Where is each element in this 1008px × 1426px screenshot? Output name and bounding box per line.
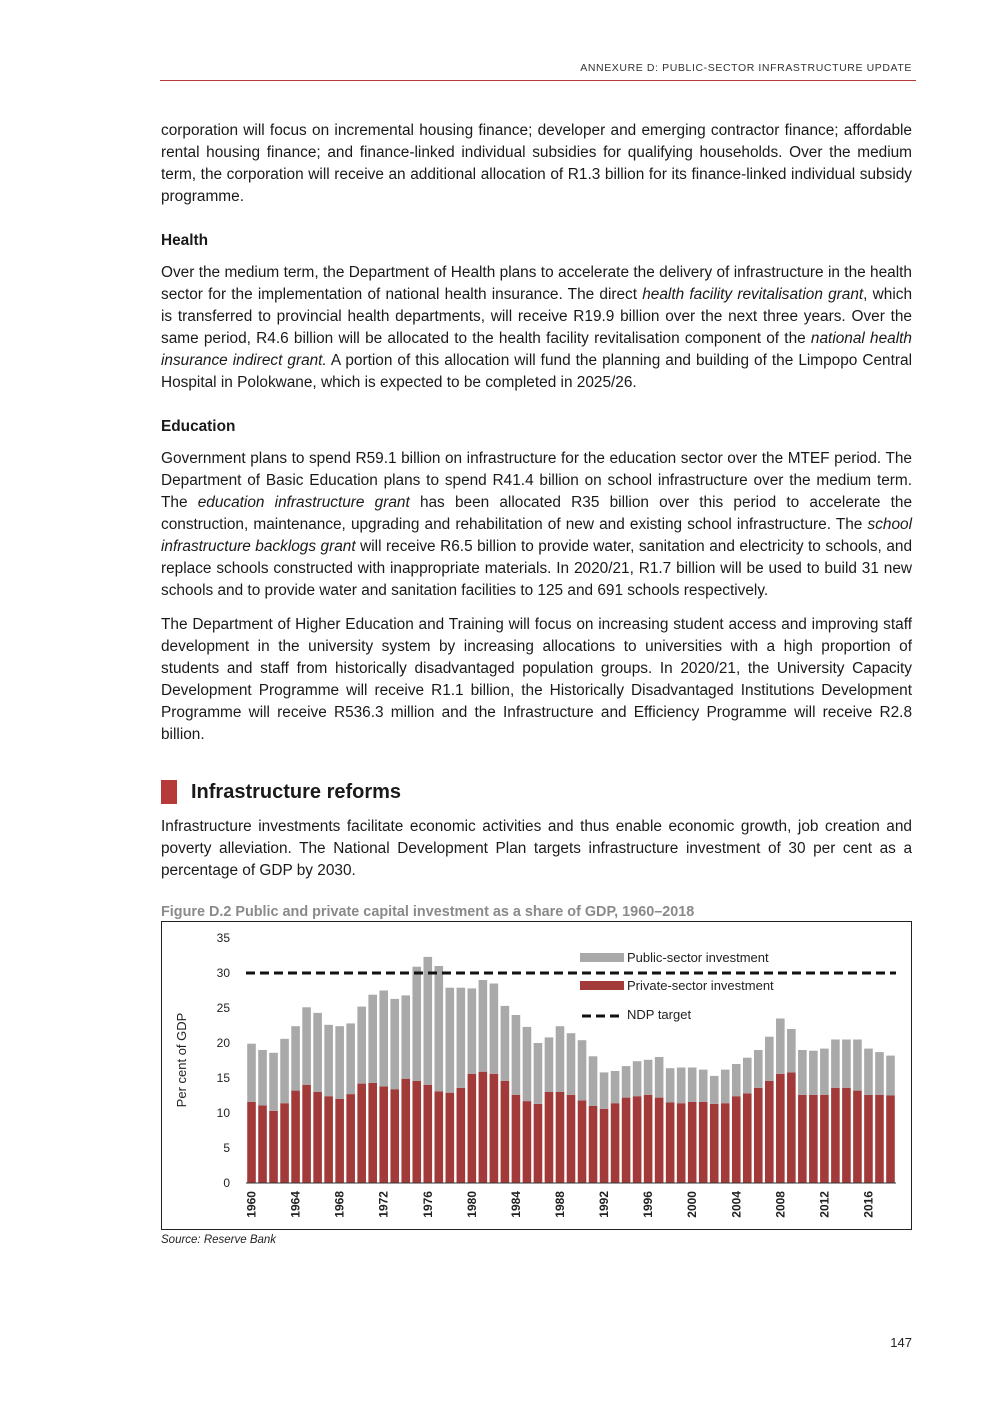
bar-private-1966 [313, 1092, 322, 1183]
bar-private-2012 [820, 1095, 829, 1183]
bar-private-1970 [357, 1084, 366, 1183]
y-tick-labels [217, 931, 231, 1190]
bar-private-2000 [688, 1102, 697, 1183]
bar-public-2002 [710, 1076, 719, 1104]
bar-public-2006 [754, 1050, 763, 1088]
bar-private-1967 [324, 1096, 333, 1183]
figure-source: Source: Reserve Bank [161, 1234, 277, 1246]
education-text-c: will receive R6.5 billion to provide water, sanitation and electricity to schools, and replace schools constructed with inappropriate materials. In 2020/21, R1.7 billion will be used to build 31 new schools and to provide water and sanitation facilities to 125 and 691 schools respectively. [161, 538, 913, 599]
y-tick-25: 25 [216, 1001, 230, 1015]
bar-private-1996 [644, 1095, 653, 1183]
bar-private-1997 [655, 1098, 664, 1183]
bar-public-2015 [853, 1040, 862, 1091]
bar-private-2010 [798, 1095, 807, 1183]
bar-public-1976 [423, 957, 432, 1085]
x-tick-1980: 1980 [464, 1191, 479, 1218]
page-number: 147 [890, 1335, 912, 1350]
y-tick-5: 5 [223, 1141, 230, 1155]
y-tick-0: 0 [223, 1176, 230, 1190]
bar-public-1987 [545, 1037, 554, 1092]
legend-private-swatch [580, 981, 624, 990]
bar-public-1999 [677, 1068, 686, 1104]
bar-private-1984 [512, 1095, 521, 1183]
bar-private-1971 [368, 1083, 377, 1183]
bar-public-2018 [886, 1056, 895, 1096]
chart-frame [161, 921, 912, 1230]
x-tick-2000: 2000 [685, 1191, 700, 1218]
bar-public-1989 [567, 1033, 576, 1095]
investment-chart [162, 922, 911, 1229]
bar-public-1997 [655, 1057, 664, 1098]
bar-public-1972 [379, 991, 388, 1087]
bar-private-1963 [280, 1103, 289, 1183]
bar-public-2009 [787, 1029, 796, 1072]
x-tick-1960: 1960 [244, 1191, 259, 1218]
bar-private-1982 [490, 1074, 499, 1183]
bar-public-2010 [798, 1050, 807, 1095]
x-tick-1996: 1996 [641, 1191, 656, 1218]
bar-public-1985 [523, 1027, 532, 1101]
figure-caption: Figure D.2 Public and private capital investment as a share of GDP, 1960–2018 [161, 904, 695, 920]
education-grant-name: education infrastructure grant [197, 494, 410, 511]
bar-public-2005 [743, 1058, 752, 1094]
bar-public-1964 [291, 1026, 300, 1090]
bar-private-1969 [346, 1094, 355, 1183]
health-grant-name: health facility revitalisation grant [642, 286, 864, 303]
bar-private-1992 [600, 1109, 609, 1183]
bar-public-1981 [479, 980, 488, 1072]
bar-public-2014 [842, 1040, 851, 1088]
bar-private-2007 [765, 1081, 774, 1183]
bar-private-2015 [853, 1091, 862, 1183]
bar-private-1990 [578, 1100, 587, 1183]
bar-public-1965 [302, 1007, 311, 1085]
x-tick-1984: 1984 [508, 1191, 523, 1218]
bar-private-1993 [611, 1103, 620, 1183]
y-tick-35: 35 [216, 931, 230, 945]
health-text-b: , which is transferred to provincial health departments, will receive R19.9 billion over the next three years. Over the same period, R4.6 billion will be allocated to the health facility revitalisation component of the [161, 286, 912, 347]
y-axis-label: Per cent of GDP [174, 1012, 189, 1108]
x-tick-2012: 2012 [817, 1191, 832, 1218]
bar-private-1994 [622, 1098, 631, 1183]
health-text-a: Over the medium term, the Department of Health plans to accelerate the delivery of infrastructure in the health sector for the implementation of national health insurance. The direct [161, 264, 912, 303]
header-rule [160, 80, 916, 81]
bar-private-1987 [545, 1092, 554, 1183]
bar-private-1998 [666, 1103, 675, 1184]
bar-public-1986 [534, 1043, 543, 1104]
bar-private-1973 [390, 1089, 399, 1183]
running-header: ANNEXURE D: PUBLIC-SECTOR INFRASTRUCTURE UPDATE [580, 62, 912, 74]
x-tick-2004: 2004 [729, 1191, 744, 1218]
bar-public-1982 [490, 984, 499, 1074]
y-tick-15: 15 [216, 1071, 230, 1085]
bar-public-1968 [335, 1026, 344, 1099]
bar-private-1965 [302, 1085, 311, 1183]
y-tick-10: 10 [216, 1106, 230, 1120]
bar-public-2017 [875, 1052, 884, 1095]
page-content [161, 120, 912, 1246]
education-heading: Education [161, 418, 236, 435]
legend-ndp-label: NDP target [627, 1007, 692, 1022]
bar-private-2014 [842, 1088, 851, 1183]
bar-private-2005 [743, 1093, 752, 1183]
bar-public-1966 [313, 1013, 322, 1092]
bar-public-2016 [864, 1049, 873, 1095]
y-tick-20: 20 [216, 1036, 230, 1050]
bar-private-1979 [457, 1088, 466, 1183]
backlogs-grant-name: school infrastructure backlogs grant [161, 516, 912, 555]
bar-public-2012 [820, 1049, 829, 1095]
bar-public-1963 [280, 1039, 289, 1103]
bar-public-1990 [578, 1040, 587, 1100]
bar-private-1988 [556, 1092, 565, 1183]
bar-private-1981 [479, 1072, 488, 1183]
bar-public-1983 [501, 1006, 510, 1081]
bar-public-1994 [622, 1066, 631, 1098]
bar-public-2008 [776, 1019, 785, 1074]
x-tick-2016: 2016 [861, 1191, 876, 1218]
bar-public-2011 [809, 1051, 818, 1095]
health-text-c: A portion of this allocation will fund the planning and building of the Limpopo Central Hospital in Polokwane, which is expected to be completed in 2025/26. [161, 352, 912, 391]
bar-public-2000 [688, 1068, 697, 1102]
bar-private-1977 [435, 1091, 444, 1183]
bar-public-1996 [644, 1060, 653, 1095]
legend [580, 950, 774, 1022]
bar-public-1980 [468, 988, 477, 1073]
bar-private-1974 [401, 1079, 410, 1183]
bar-private-1995 [633, 1096, 642, 1183]
bar-public-1974 [401, 995, 410, 1078]
bar-public-1991 [589, 1056, 598, 1106]
y-tick-30: 30 [216, 966, 230, 980]
education-paragraph-2: The Department of Higher Education and Training will focus on increasing student access and improving staff development in the university system by increasing allocations to universities with a high proportion of students and staff from historically disadvantaged population groups. In 2020/21, the University Capacity Development Programme will receive R1.1 billion, the Historically Disadvantaged Institutions Development Programme will receive R536.3 million and the Infrastructure and Efficiency Programme will receive R2.8 billion. [161, 616, 912, 743]
bar-private-1999 [677, 1103, 686, 1183]
bar-private-1961 [258, 1105, 267, 1183]
bar-private-2001 [699, 1102, 708, 1183]
bars-group [247, 957, 895, 1183]
bar-private-2017 [875, 1095, 884, 1183]
bar-public-2013 [831, 1040, 840, 1088]
bar-public-1973 [390, 999, 399, 1089]
bar-private-1983 [501, 1081, 510, 1183]
x-tick-1976: 1976 [420, 1191, 435, 1218]
bar-public-1988 [556, 1026, 565, 1092]
bar-private-2002 [710, 1104, 719, 1183]
education-text-a: Government plans to spend R59.1 billion on infrastructure for the education sector over the MTEF period. The Department of Basic Education plans to spend R41.4 billion on school infrastructure over the medium term. The [161, 450, 912, 511]
reforms-paragraph: Infrastructure investments facilitate economic activities and thus enable economic growth, job creation and poverty alleviation. The National Development Plan targets infrastructure investment of 30 per cent as a percentage of GDP by 2030. [161, 818, 912, 879]
bar-private-1978 [446, 1093, 455, 1183]
bar-private-2011 [809, 1095, 818, 1183]
bar-public-1979 [457, 988, 466, 1088]
bar-public-1970 [357, 1007, 366, 1084]
bar-public-1978 [446, 988, 455, 1093]
bar-public-2007 [765, 1037, 774, 1081]
legend-private-label: Private-sector investment [627, 978, 774, 993]
bar-private-1972 [379, 1086, 388, 1183]
section-header [161, 778, 912, 806]
bar-private-2003 [721, 1103, 730, 1183]
bar-public-1960 [247, 1044, 256, 1102]
bar-private-1980 [468, 1074, 477, 1183]
bar-private-1975 [412, 1081, 421, 1183]
x-tick-1992: 1992 [597, 1191, 612, 1218]
section-marker [161, 780, 177, 804]
bar-private-1985 [523, 1101, 532, 1183]
bar-public-1977 [435, 966, 444, 1091]
bar-public-1992 [600, 1072, 609, 1108]
bar-public-1995 [633, 1061, 642, 1096]
legend-public-swatch [580, 953, 624, 962]
bar-public-1998 [666, 1068, 675, 1102]
bar-public-1975 [412, 967, 421, 1081]
bar-public-1969 [346, 1023, 355, 1094]
bar-private-1964 [291, 1091, 300, 1183]
bar-public-1971 [368, 995, 377, 1083]
bar-public-1967 [324, 1025, 333, 1096]
x-tick-labels [245, 1191, 876, 1218]
x-tick-1988: 1988 [552, 1191, 567, 1218]
bar-private-2013 [831, 1088, 840, 1183]
x-tick-1964: 1964 [288, 1191, 303, 1218]
bar-private-2004 [732, 1096, 741, 1183]
bar-private-1962 [269, 1111, 278, 1183]
bar-private-2009 [787, 1072, 796, 1183]
bar-public-2003 [721, 1070, 730, 1104]
bar-private-1960 [247, 1102, 256, 1183]
bar-private-1976 [423, 1085, 432, 1183]
bar-private-2008 [776, 1074, 785, 1183]
x-tick-1968: 1968 [332, 1191, 347, 1218]
bar-public-2004 [732, 1064, 741, 1096]
bar-private-2016 [864, 1095, 873, 1183]
bar-private-2018 [886, 1096, 895, 1184]
bar-private-1986 [534, 1104, 543, 1183]
bar-private-1989 [567, 1095, 576, 1183]
section-title: Infrastructure reforms [191, 780, 402, 803]
legend-public-label: Public-sector investment [627, 950, 769, 965]
intro-paragraph: corporation will focus on incremental housing finance; developer and emerging contractor finance; affordable rental housing finance; and finance-linked individual subsidies for qualifying households. Over the medium term, the corporation will receive an additional allocation of R1.3 billion for its finance-linked individual subsidy programme. [161, 122, 912, 205]
x-tick-2008: 2008 [773, 1191, 788, 1218]
bar-public-1962 [269, 1053, 278, 1111]
bar-private-1968 [335, 1099, 344, 1183]
bar-public-2001 [699, 1070, 708, 1102]
health-heading: Health [161, 232, 209, 249]
health-paragraph [161, 262, 912, 394]
bar-public-1961 [258, 1050, 267, 1105]
education-text-b: has been allocated R35 billion over this period to accelerate the construction, maintenance, upgrading and rehabilitation of new and existing school infrastructure. The [161, 494, 913, 533]
education-paragraph-1 [161, 448, 912, 602]
nhi-grant-name: national health insurance indirect grant. [161, 330, 912, 369]
bar-private-2006 [754, 1088, 763, 1183]
x-tick-1972: 1972 [376, 1191, 391, 1218]
bar-public-1984 [512, 1015, 521, 1095]
bar-private-1991 [589, 1106, 598, 1183]
bar-public-1993 [611, 1071, 620, 1103]
